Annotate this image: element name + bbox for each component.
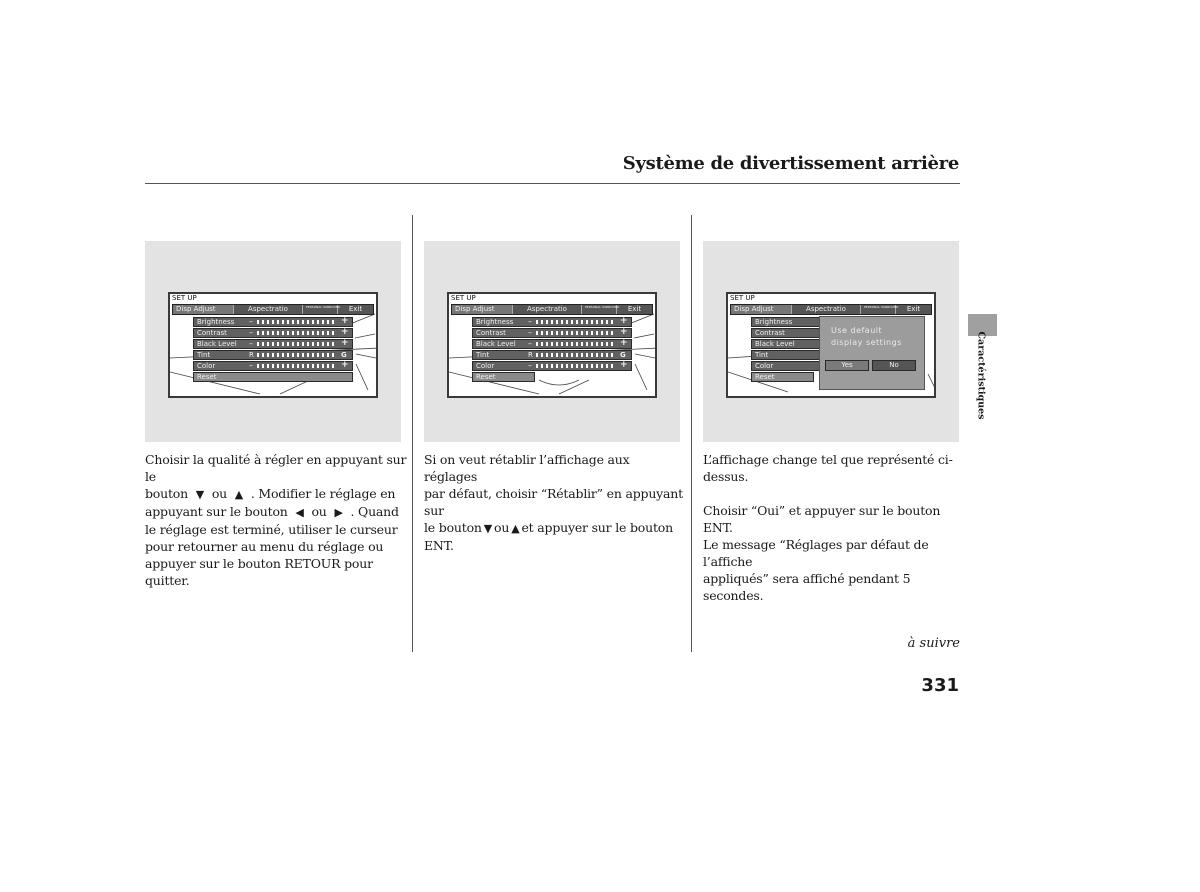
menu-label: Color xyxy=(755,362,774,370)
menu-label: Tint xyxy=(755,351,769,359)
menu-item-color[interactable] xyxy=(472,361,632,371)
text-span: . Quand xyxy=(350,504,399,519)
menu-label: Tint xyxy=(476,351,490,359)
menu-label: Brightness xyxy=(755,318,793,326)
tint-r-label: R xyxy=(249,351,254,359)
tab-exit[interactable]: Exit xyxy=(627,305,642,313)
figure-1 xyxy=(145,241,401,442)
paragraph xyxy=(703,451,960,485)
menu-label: Brightness xyxy=(197,318,235,326)
level-bar xyxy=(257,353,337,357)
level-bar xyxy=(536,320,616,324)
level-bar xyxy=(257,320,337,324)
tab-disp-adjust[interactable]: Disp Adjust xyxy=(731,305,792,314)
tab-bar xyxy=(451,304,653,315)
column-divider-1 xyxy=(412,215,413,652)
minus-icon: – xyxy=(249,339,253,348)
menu-item-color[interactable] xyxy=(193,361,353,371)
adjust-menu xyxy=(472,317,632,383)
minus-icon: – xyxy=(528,328,532,337)
column-3-text xyxy=(703,451,960,621)
menu-label: Black Level xyxy=(755,340,795,348)
setup-screen-3 xyxy=(726,292,936,398)
level-bar xyxy=(536,353,616,357)
plus-icon: + xyxy=(620,327,628,337)
level-bar xyxy=(257,364,337,368)
dialog-message-line-1: Use default xyxy=(831,326,883,335)
text-line: le réglage est terminé, utiliser le curseur xyxy=(145,522,398,537)
section-tab-label: Caractéristiques xyxy=(975,331,987,420)
menu-label: Reset xyxy=(197,373,217,381)
arrow-left-icon: ◀ xyxy=(295,506,304,519)
arrow-up-icon: ▲ xyxy=(234,488,244,501)
text-line: Si on veut rétablir l’affichage aux réglages xyxy=(424,452,630,484)
minus-icon: – xyxy=(249,328,253,337)
level-bar xyxy=(257,342,337,346)
text-line: dessus. xyxy=(703,469,749,484)
setup-label: SET UP xyxy=(730,294,755,302)
tab-bar xyxy=(730,304,932,315)
minus-icon: – xyxy=(528,339,532,348)
level-bar xyxy=(536,331,616,335)
arrow-up-icon: ▲ xyxy=(511,522,520,535)
figure-2 xyxy=(424,241,680,442)
text-span: ou xyxy=(494,520,510,535)
level-bar xyxy=(536,364,616,368)
arrow-down-icon: ▼ xyxy=(483,522,493,535)
text-span: . Modifier le réglage en xyxy=(250,486,396,501)
text-line: pour retourner au menu du réglage ou xyxy=(145,539,384,554)
plus-icon: + xyxy=(341,327,349,337)
menu-item-reset[interactable] xyxy=(193,372,353,382)
arrow-down-icon: ▼ xyxy=(195,488,205,501)
level-bar xyxy=(536,342,616,346)
title-rule xyxy=(145,183,960,184)
text-line: Le message “Réglages par défaut de l’affiche xyxy=(703,537,929,569)
text-line: Choisir la qualité à régler en appuyant sur le xyxy=(145,452,407,484)
tab-personal-surround[interactable]: PERSONAL SURROUND xyxy=(861,305,896,314)
menu-item-reset[interactable] xyxy=(751,372,814,382)
figure-3 xyxy=(703,241,959,442)
minus-icon: – xyxy=(528,317,532,326)
text-span: ou xyxy=(211,486,227,501)
text-line xyxy=(424,519,686,537)
tint-r-label: R xyxy=(528,351,533,359)
text-line: par défaut, choisir “Rétablir” en appuyant sur xyxy=(424,486,683,518)
dialog-message-line-2: display settings xyxy=(831,338,902,347)
setup-label: SET UP xyxy=(451,294,476,302)
column-divider-2 xyxy=(691,215,692,652)
column-2-text xyxy=(424,451,686,554)
plus-icon: + xyxy=(620,338,628,348)
menu-label: Contrast xyxy=(755,329,785,337)
text-line: ENT. xyxy=(424,538,454,553)
minus-icon: – xyxy=(249,317,253,326)
menu-label: Contrast xyxy=(476,329,506,337)
menu-label: Black Level xyxy=(197,340,237,348)
tab-bar xyxy=(172,304,374,315)
minus-icon: – xyxy=(528,361,532,370)
menu-label: Tint xyxy=(197,351,211,359)
text-line xyxy=(145,485,407,503)
tab-aspectratio[interactable]: Aspectratio xyxy=(234,305,303,314)
paragraph xyxy=(703,502,960,604)
menu-item-tint[interactable] xyxy=(472,350,632,360)
menu-label: Color xyxy=(476,362,495,370)
text-span: bouton xyxy=(145,486,188,501)
text-line: Choisir “Oui” et appuyer sur le bouton ENT. xyxy=(703,503,941,535)
minus-icon: – xyxy=(249,361,253,370)
plus-icon: + xyxy=(341,316,349,326)
dialog-message xyxy=(831,325,902,349)
tab-exit[interactable]: Exit xyxy=(348,305,363,313)
setup-screen-2 xyxy=(447,292,657,398)
column-1-text xyxy=(145,451,407,589)
tab-personal-surround[interactable]: PERSONAL SURROUND xyxy=(303,305,338,314)
menu-label: Reset xyxy=(755,373,775,381)
text-span: et appuyer sur le bouton xyxy=(521,520,673,535)
menu-item-brightness[interactable] xyxy=(193,317,353,327)
text-line: appuyer sur le bouton RETOUR pour quitter. xyxy=(145,556,373,588)
plus-icon: + xyxy=(341,360,349,370)
arrow-right-icon: ▶ xyxy=(334,506,343,519)
menu-label: Contrast xyxy=(197,329,227,337)
default-settings-dialog xyxy=(819,316,925,390)
menu-item-tint[interactable] xyxy=(193,350,353,360)
adjust-menu xyxy=(193,317,353,383)
text-line xyxy=(145,503,407,521)
no-button[interactable]: No xyxy=(872,360,916,371)
text-span: le bouton xyxy=(424,520,482,535)
menu-item-black-level[interactable] xyxy=(193,339,353,349)
menu-item-black-level[interactable] xyxy=(472,339,632,349)
menu-label: Black Level xyxy=(476,340,516,348)
tab-aspectratio[interactable]: Aspectratio xyxy=(513,305,582,314)
plus-icon: + xyxy=(341,338,349,348)
text-span: ou xyxy=(311,504,327,519)
tab-aspectratio[interactable]: Aspectratio xyxy=(792,305,861,314)
menu-label: Reset xyxy=(476,373,496,381)
yes-button[interactable]: Yes xyxy=(825,360,869,371)
text-span: appuyant sur le bouton xyxy=(145,504,288,519)
text-line: appliqués” sera affiché pendant 5 secondes. xyxy=(703,571,911,603)
setup-label: SET UP xyxy=(172,294,197,302)
text-line: L’affichage change tel que représenté ci- xyxy=(703,452,953,467)
tab-disp-adjust[interactable]: Disp Adjust xyxy=(452,305,513,314)
menu-item-contrast[interactable] xyxy=(472,328,632,338)
tint-g-label: G xyxy=(341,351,347,359)
plus-icon: + xyxy=(620,360,628,370)
tab-exit[interactable]: Exit xyxy=(906,305,921,313)
continued-label: à suivre xyxy=(907,636,960,651)
tab-personal-surround[interactable]: PERSONAL SURROUND xyxy=(582,305,617,314)
plus-icon: + xyxy=(620,316,628,326)
tab-disp-adjust[interactable]: Disp Adjust xyxy=(173,305,234,314)
menu-item-brightness[interactable] xyxy=(472,317,632,327)
setup-screen-1 xyxy=(168,292,378,398)
menu-item-contrast[interactable] xyxy=(193,328,353,338)
page-title: Système de divertissement arrière xyxy=(622,153,959,174)
tint-g-label: G xyxy=(620,351,626,359)
page-number: 331 xyxy=(921,675,959,696)
menu-label: Color xyxy=(197,362,216,370)
menu-label: Brightness xyxy=(476,318,514,326)
level-bar xyxy=(257,331,337,335)
menu-item-reset[interactable] xyxy=(472,372,535,382)
